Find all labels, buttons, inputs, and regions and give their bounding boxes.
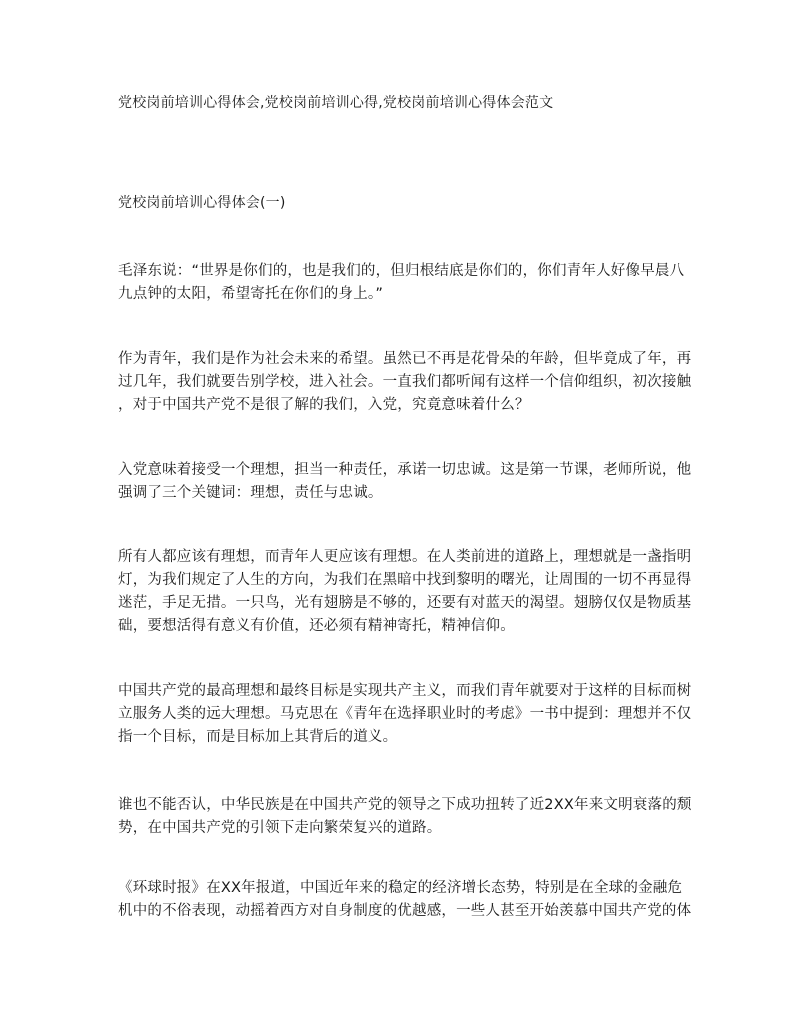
paragraph-line: ，对于中国共产党不是很了解的我们，入党，究竟意味着什么？ (118, 397, 530, 413)
document-title: 党校岗前培训心得体会,党校岗前培训心得,党校岗前培训心得体会范文 (118, 95, 554, 111)
paragraph-line: 迷茫，手足无措。一只鸟，光有翅膀是不够的，还要有对蓝天的渴望。翅膀仅仅是物质基 (118, 595, 692, 611)
paragraph-line: 《环球时报》在XX年报道，中国近年来的稳定的经济增长态势，特别是在全球的金融危 (118, 880, 683, 896)
paragraph-line: 指一个目标，而是目标加上其背后的道义。 (118, 729, 398, 745)
paragraph-line: 入党意味着接受一个理想，担当一种责任，承诺一切忠诚。这是第一节课，老师所说，他 (118, 462, 692, 478)
paragraph-nation (118, 794, 692, 840)
paragraph-line: 所有人都应该有理想，而青年人更应该有理想。在人类前进的道路上，理想就是一盏指明 (118, 549, 692, 565)
paragraph-line: 础，要想活得有意义有价值，还必须有精神寄托，精神信仰。 (118, 618, 515, 634)
paragraph-line: 机中的不俗表现，动摇着西方对自身制度的优越感，一些人甚至开始羡慕中国共产党的体 (118, 903, 692, 919)
paragraph-line: 谁也不能否认，中华民族是在中国共产党的领导之下成功扭转了近2XX年来文明衰落的颓 (118, 797, 692, 813)
paragraph-line: 立服务人类的远大理想。马克思在《青年在选择职业时的考虑》一书中提到：理想并不仅 (118, 706, 692, 722)
section-heading: 党校岗前培训心得体会(一) (118, 195, 286, 211)
paragraph-party-meaning (118, 459, 692, 505)
paragraph-line: 灯，为我们规定了人生的方向，为我们在黑暗中找到黎明的曙光，让周围的一切不再显得 (118, 572, 692, 588)
paragraph-line: 中国共产党的最高理想和最终目标是实现共产主义，而我们青年就要对于这样的目标而树 (118, 683, 692, 699)
paragraph-line: 作为青年，我们是作为社会未来的希望。虽然已不再是花骨朵的年龄，但毕竟成了年，再 (118, 351, 692, 367)
paragraph-quote (118, 260, 688, 306)
paragraph-ideals (118, 546, 692, 638)
paragraph-line: 过几年，我们就要告别学校，进入社会。一直我们都听闻有这样一个信仰组织，初次接触 (118, 374, 692, 390)
paragraph-line: 毛泽东说：“世界是你们的，也是我们的，但归根结底是你们的，你们青年人好像早晨八 (118, 263, 685, 279)
paragraph-line: 强调了三个关键词：理想，责任与忠诚。 (118, 485, 383, 501)
paragraph-line: 势，在中国共产党的引领下走向繁荣复兴的道路。 (118, 820, 442, 836)
paragraph-communism (118, 680, 692, 749)
paragraph-global-times (118, 877, 692, 923)
paragraph-line: 九点钟的太阳，希望寄托在你们的身上。” (118, 286, 384, 302)
paragraph-youth (118, 348, 692, 417)
